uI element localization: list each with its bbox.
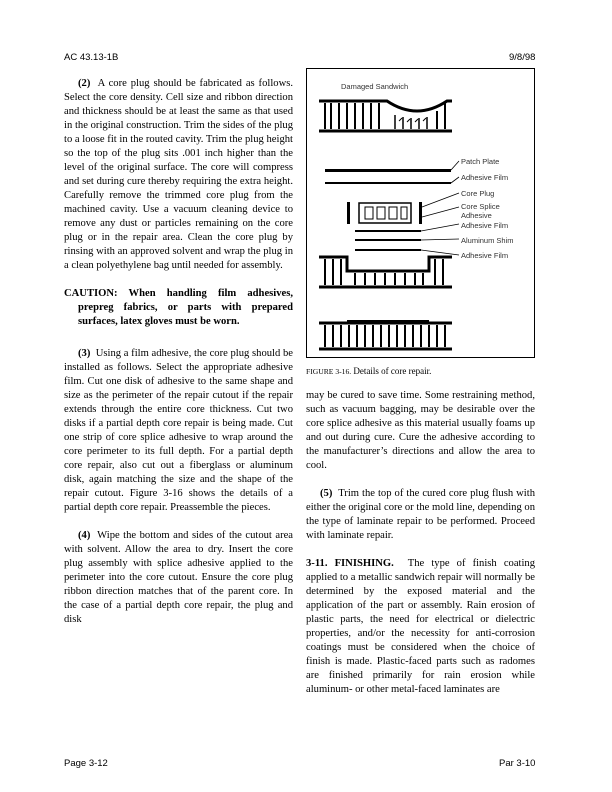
- aluminum-shim: [355, 239, 421, 241]
- paragraph-4-text: Wipe the bottom and sides of the cutout area with solvent. Allow the area to dry. Insert the core plug assembly with splice adhesive applied to the perimeter into the core cutout. Ensure the core plug ribbon direction matches that of the parent core. In the case of a partial depth core repair, the plug and disk: [64, 530, 293, 625]
- label-adhesive-film-3: Adhesive Film: [461, 251, 509, 260]
- paragraph-3: [64, 347, 293, 515]
- adhesive-film-top: [325, 182, 451, 184]
- header-date: 9/8/98: [509, 52, 536, 63]
- paragraph-5-number: (5): [320, 488, 333, 499]
- figure-caption-prefix: FIGURE 3-16.: [306, 367, 352, 376]
- leader-lines: [421, 161, 459, 255]
- routed-cavity-panel: [319, 257, 452, 287]
- label-adhesive-film-2: Adhesive Film: [461, 221, 509, 230]
- damaged-sandwich-panel: [319, 101, 452, 131]
- footer-page: Page 3-12: [64, 758, 108, 769]
- left-column: [64, 77, 293, 627]
- paragraph-4: [64, 529, 293, 627]
- adhesive-film-bottom: [355, 249, 421, 251]
- paragraph-2-number: (2): [78, 78, 91, 89]
- label-adhesive-film-1: Adhesive Film: [461, 173, 509, 182]
- label-damaged-sandwich: Damaged Sandwich: [341, 82, 409, 91]
- section-3-11-heading: 3-11. FINISHING.: [306, 558, 394, 569]
- paragraph-5: [306, 487, 535, 543]
- paragraph-4-number: (4): [78, 530, 91, 541]
- paragraph-3-text: Using a film adhesive, the core plug should be installed as follows. Select the appropriate adhesive film. Cut one disk of adhesive to the same shape and size as the perimeter of the repair cutout if the repair extends through the entire core thickness. Cut two disks if a partial depth core repair is being made. Cut one strip of core splice adhesive to wrap around the core perimeter to its full depth. For a partial depth core repair, also cut out a fiberglass or aluminum disk, again matching the size and the shape of the repair cutout. Figure 3-16 shows the details of a partial depth core repair. Preassemble the pieces.: [64, 348, 294, 513]
- header-doc-id: AC 43.13-1B: [64, 52, 119, 63]
- adhesive-film-middle: [355, 230, 421, 232]
- section-3-11: [306, 557, 535, 697]
- paragraph-2-text: A core plug should be fabricated as follows. Select the core density. Cell size and ribbon direction and thickness should be at least the same as that used in the original construction. Trim the sides of the plug to a loose fit in the routed cavity. Trim the plug height so the top of the plug sits .001 inch higher than the level of the original surface. The core will compress and set during cure thereby requiring the extra height. Carefully remove the trimmed core plug from the machined cavity. Use a vacuum cleaning device to remove any dust or particles remaining on the core plug or in the repair area. Clean the core plug by rinsing with an approved solvent and wrap the plug in a clean polyethylene bag until needed for assembly.: [64, 78, 293, 271]
- label-aluminum-shim: Aluminum Shim: [461, 236, 514, 245]
- figure-caption-text: Details of core repair.: [353, 366, 432, 376]
- completed-repair-panel: [319, 320, 452, 349]
- footer-par: Par 3-10: [499, 758, 536, 769]
- label-core-splice: Core Splice: [461, 202, 500, 211]
- paragraph-2: [64, 77, 293, 273]
- label-core-plug: Core Plug: [461, 189, 495, 198]
- paragraph-3-number: (3): [78, 348, 91, 359]
- continued-paragraph: may be cured to save time. Some restraining method, such as vacuum bagging, may be desirable over the core splice adhesive as this material usually foams up and out during cure. Cure the adhesive according to the manufacturer’s directions and allow the area to cool.: [306, 390, 535, 471]
- label-patch-plate: Patch Plate: [461, 157, 500, 166]
- caution-note: CAUTION: When handling film adhesives, prepreg fabrics, or parts with prepared surfaces, latex gloves must be worn.: [64, 288, 293, 327]
- section-3-11-text: The type of finish coating applied to a metallic sandwich repair will normally be determined by the exposed material and the application of the part or assembly. Rain erosion of plastic parts, the need for electrical or dielectric properties, and/or the necessity for anti-corrosion coatings must be considered when the choice of finish is made. Plastic-faced parts such as radomes are finished primarily for rain erosion while aluminum- or other metal-faced laminates are: [306, 558, 535, 695]
- paragraph-5-text: Trim the top of the cured core plug flush with either the original core or the mold line, depending on the type of laminate repair to be performed. Proceed with laminate repair.: [306, 488, 535, 541]
- figure-caption: [306, 366, 431, 376]
- right-column: [306, 389, 535, 697]
- figure-3-16: [306, 68, 535, 358]
- patch-plate: [325, 169, 451, 172]
- core-repair-diagram: [307, 69, 534, 357]
- label-core-splice-adhesive: Adhesive: [461, 211, 492, 220]
- core-plug: [347, 202, 422, 224]
